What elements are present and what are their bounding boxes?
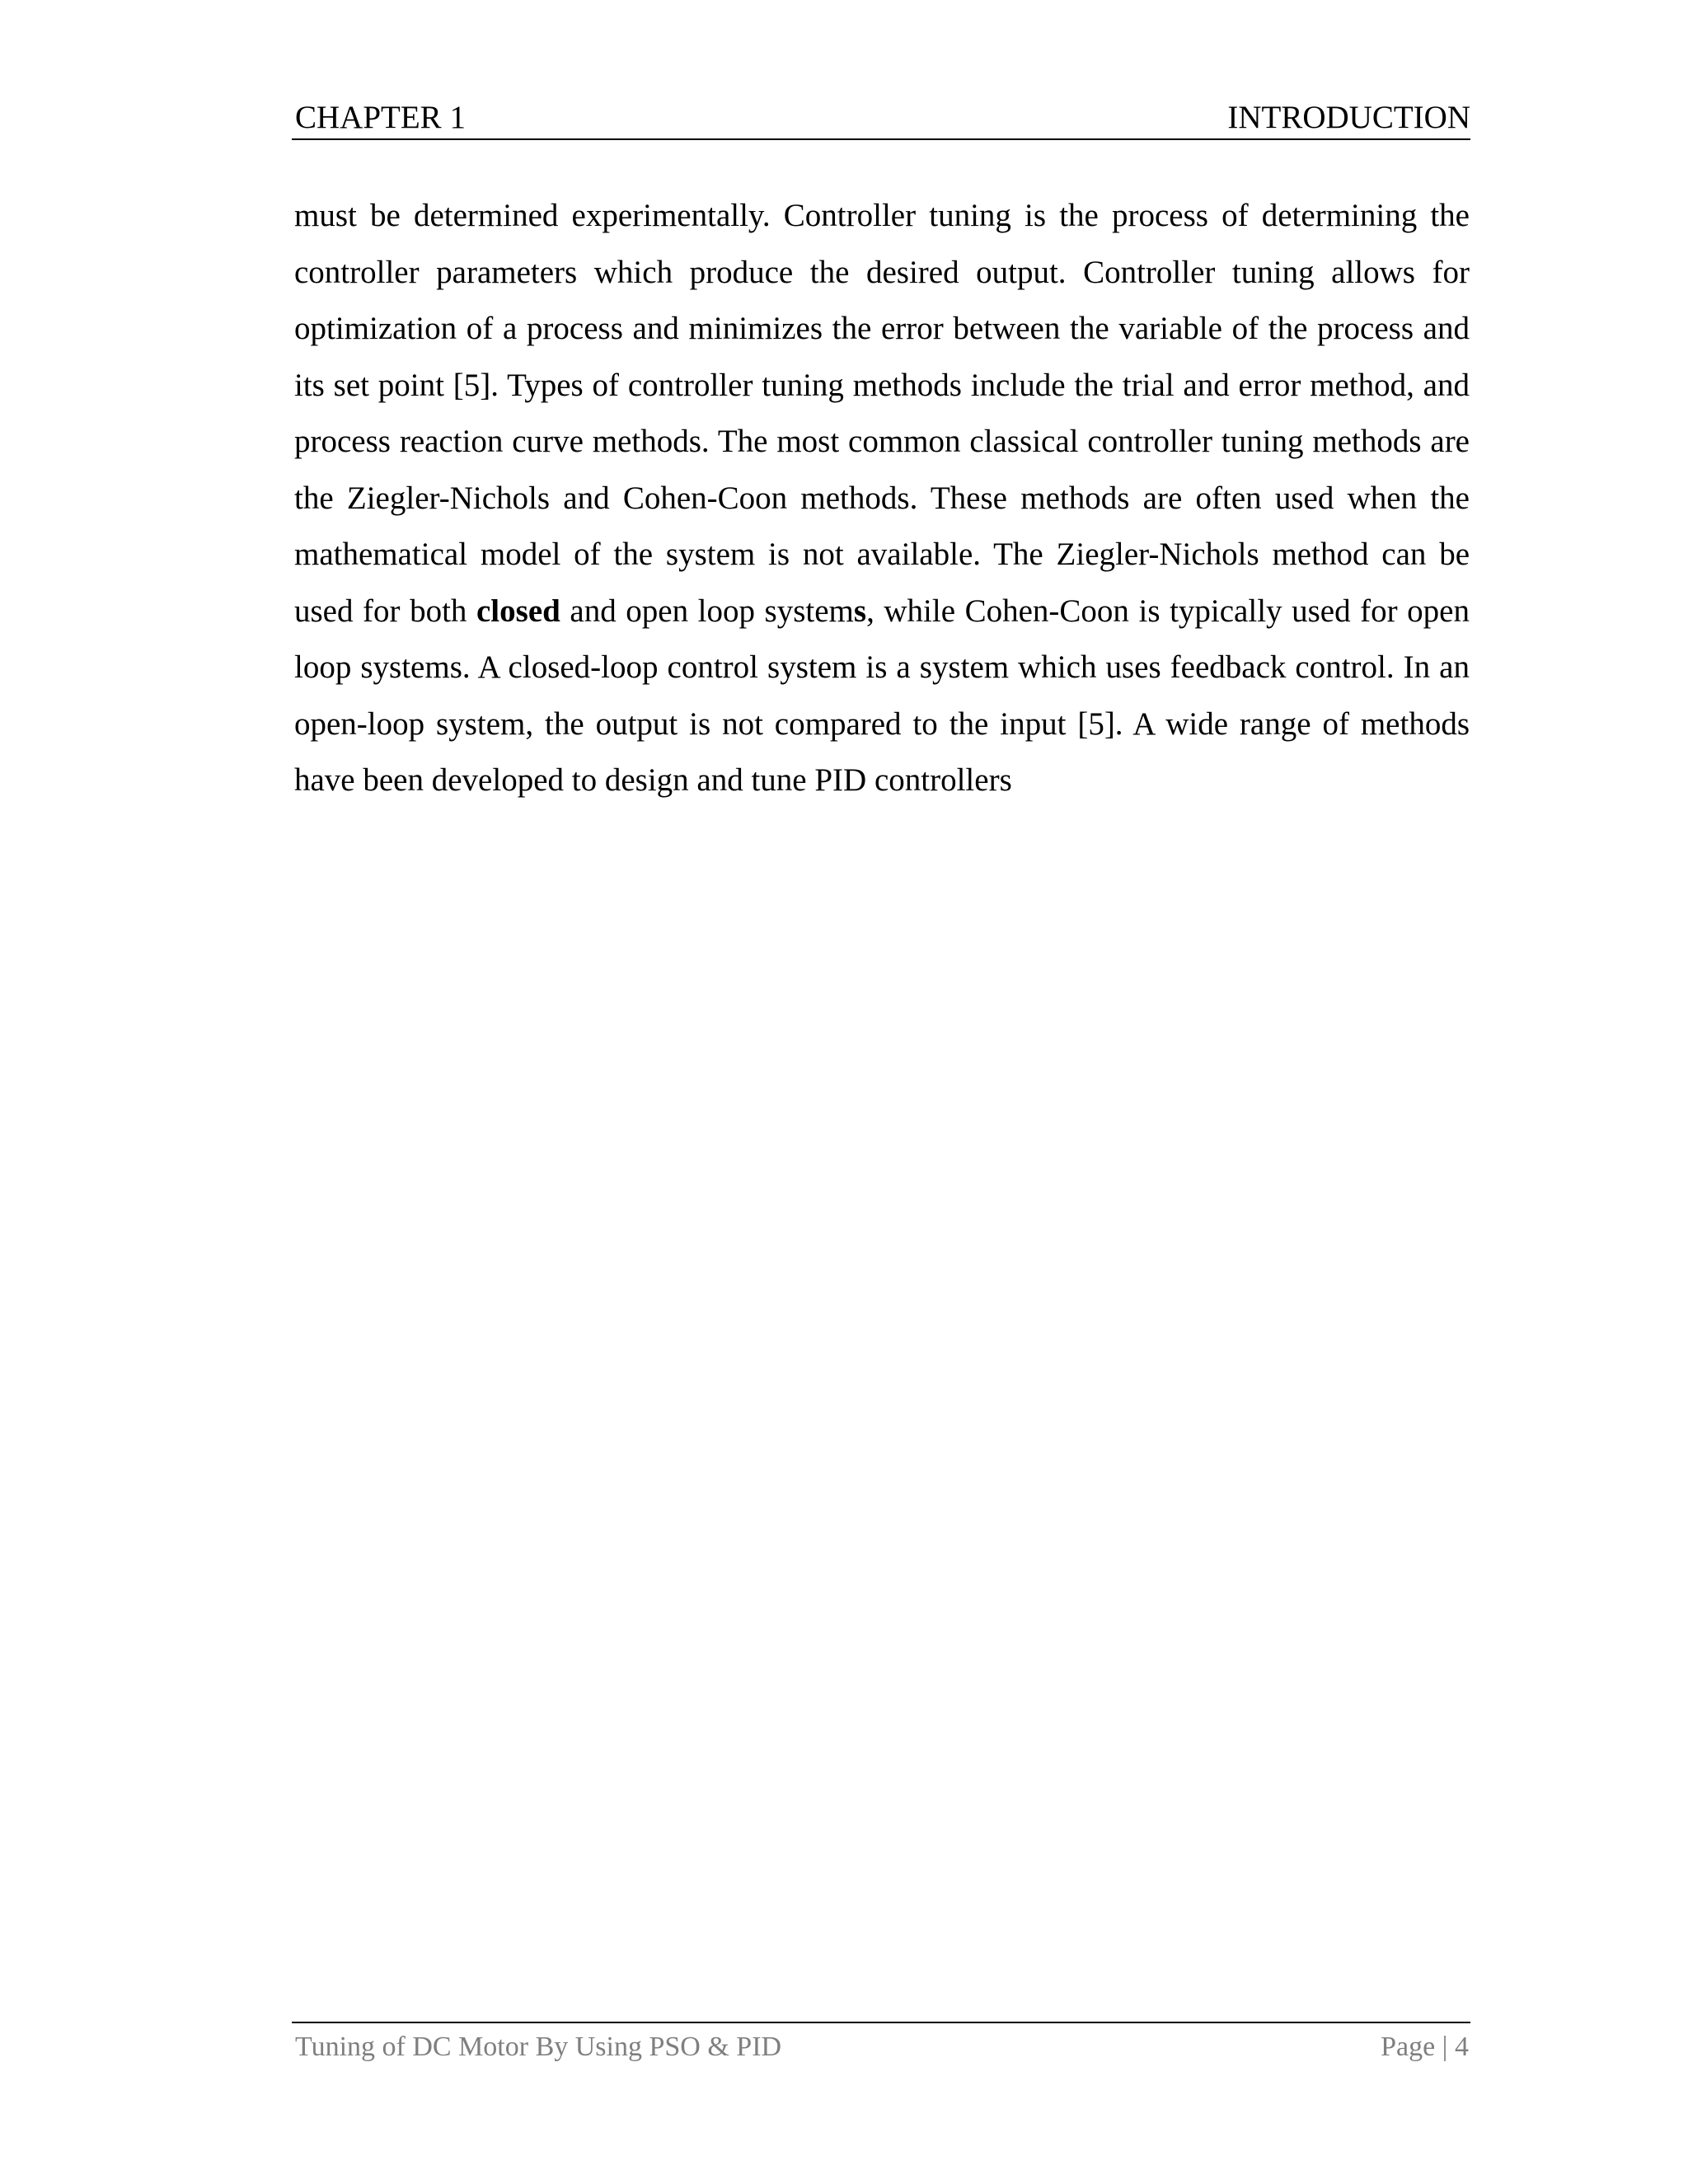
body-paragraph bbox=[294, 188, 1470, 809]
bold-letter: s bbox=[853, 593, 867, 629]
page-header bbox=[292, 97, 1470, 140]
text-run: used for both bbox=[294, 593, 476, 629]
section-title: INTRODUCTION bbox=[1227, 100, 1470, 135]
paragraph-line: the Ziegler-Nichols and Cohen-Coon methods. These methods are often used when the bbox=[294, 480, 1470, 516]
text-run: and open loop system bbox=[560, 593, 854, 629]
paragraph-line bbox=[294, 583, 1470, 640]
paragraph-line: optimization of a process and minimizes the error between the variable of the process and bbox=[294, 311, 1470, 346]
text-run: , while Cohen-Coon is typically used for open bbox=[866, 593, 1470, 629]
paragraph-line: have been developed to design and tune PID controllers bbox=[294, 762, 1012, 798]
paragraph-line: loop systems. A closed-loop control system is a system which uses feedback control. In an bbox=[294, 649, 1470, 685]
page-number: Page | 4 bbox=[1381, 2032, 1469, 2062]
chapter-label: CHAPTER 1 bbox=[295, 100, 466, 135]
footer-title: Tuning of DC Motor By Using PSO & PID bbox=[295, 2032, 782, 2062]
paragraph-line: mathematical model of the system is not available. The Ziegler-Nichols method can be bbox=[294, 537, 1470, 572]
paragraph-line: process reaction curve methods. The most common classical controller tuning methods are bbox=[294, 424, 1470, 459]
paragraph-line: controller parameters which produce the desired output. Controller tuning allows for bbox=[294, 254, 1470, 290]
page-footer bbox=[292, 2022, 1470, 2068]
bold-term: closed bbox=[476, 593, 560, 629]
paragraph-line: open-loop system, the output is not compared to the input [5]. A wide range of methods bbox=[294, 705, 1470, 742]
paragraph-line: must be determined experimentally. Controller tuning is the process of determining the bbox=[294, 198, 1470, 233]
paragraph-line: its set point [5]. Types of controller tuning methods include the trial and error method, and bbox=[294, 367, 1470, 403]
